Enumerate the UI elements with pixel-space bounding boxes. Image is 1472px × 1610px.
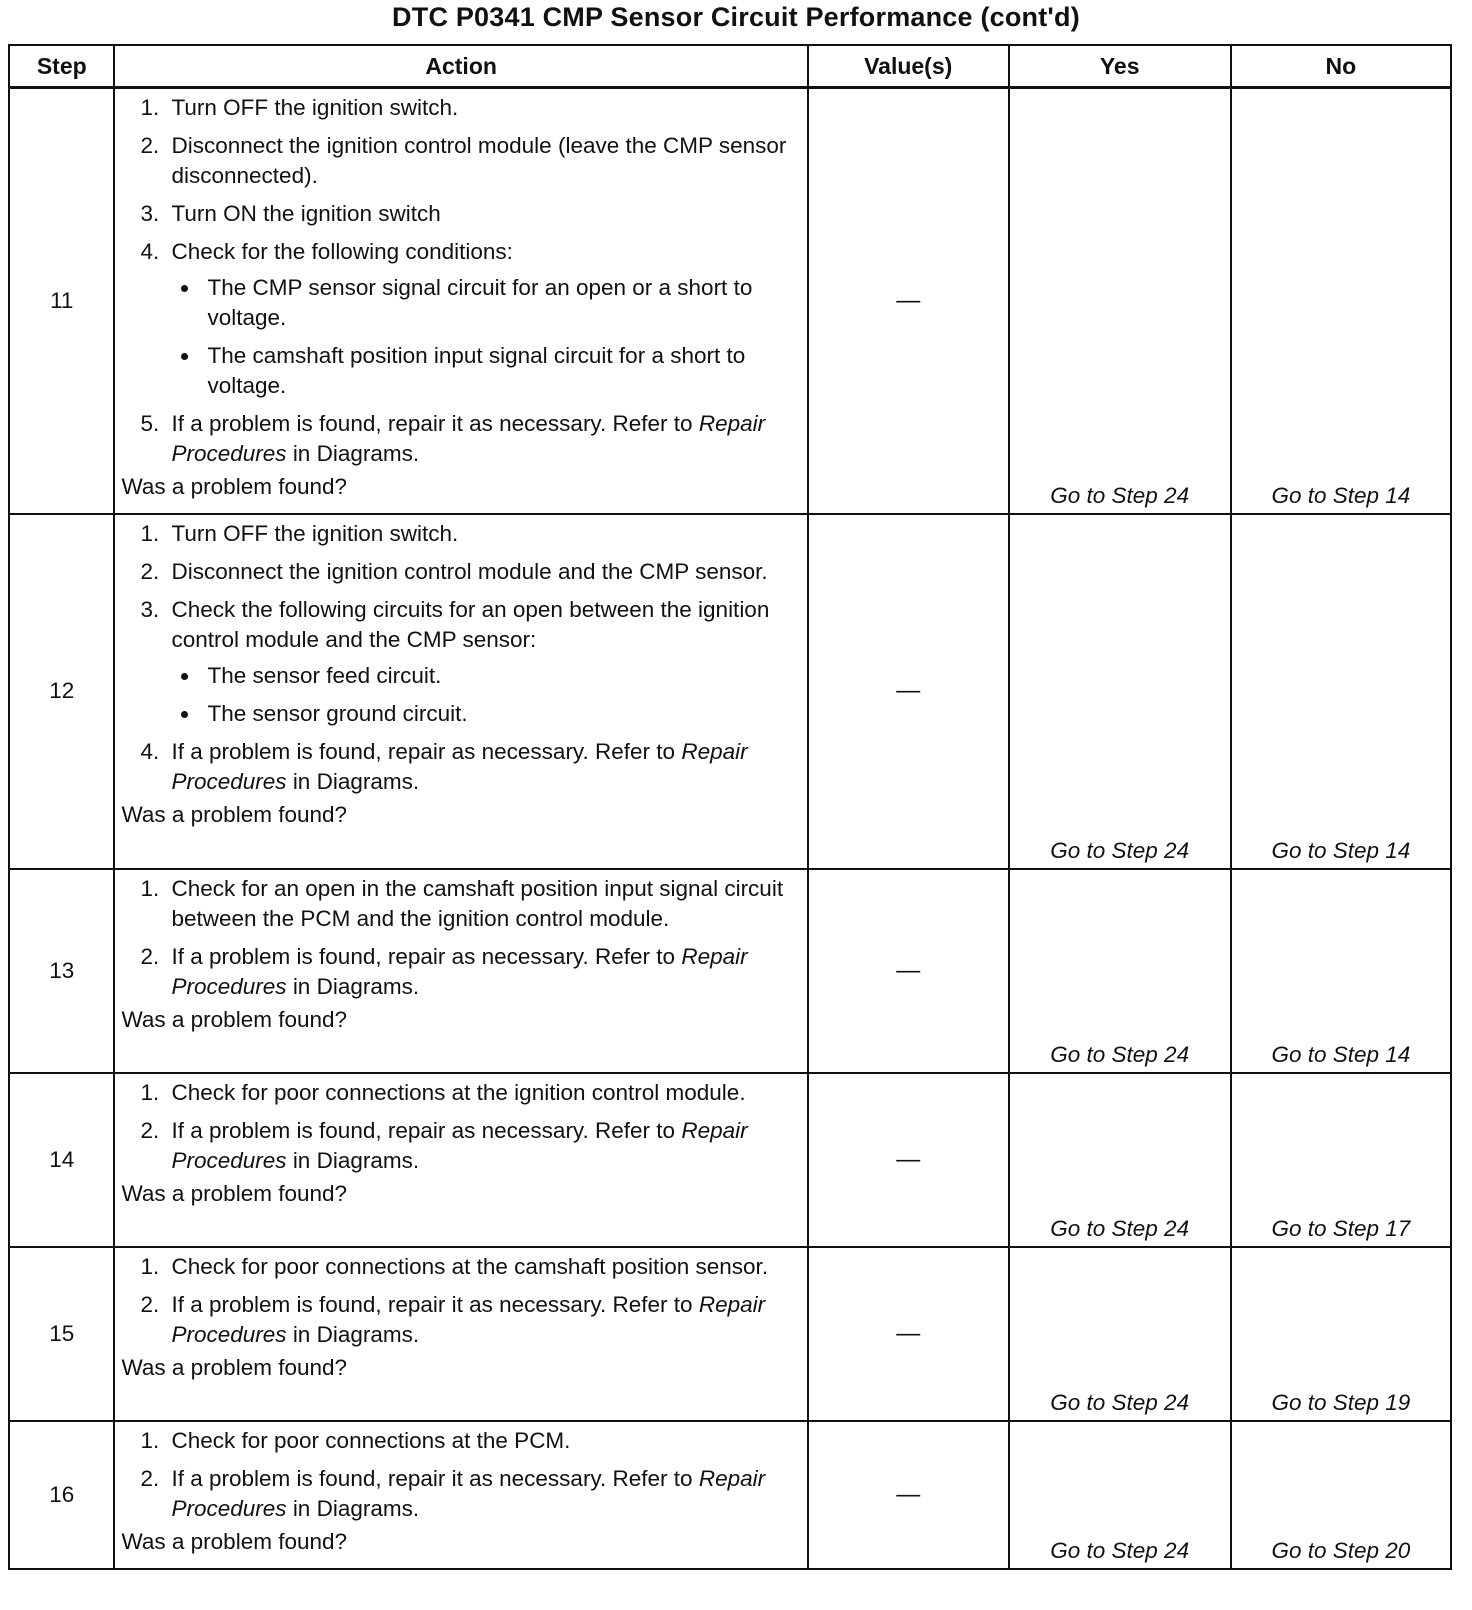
action-list (121, 1078, 800, 1176)
step-number: 14 (9, 1073, 114, 1247)
value-cell: — (808, 88, 1009, 514)
action-cell (114, 1421, 807, 1569)
yes-cell: Go to Step 24 (1009, 1421, 1231, 1569)
header-values: Value(s) (808, 45, 1009, 88)
yes-cell: Go to Step 24 (1009, 1247, 1231, 1421)
ref-tail: in Diagrams. (292, 441, 420, 466)
value-cell: — (808, 869, 1009, 1073)
bullet-item: • The CMP sensor signal circuit for an open or a short to voltage. (201, 273, 800, 333)
repair-procedures-ref: Repair Procedures (171, 943, 748, 999)
value-cell: — (808, 514, 1009, 869)
repair-procedures-ref: Repair Procedures (171, 1291, 766, 1347)
yes-cell: Go to Step 24 (1009, 869, 1231, 1073)
step-number: 15 (9, 1247, 114, 1421)
ref-tail: in Diagrams. (292, 768, 420, 794)
list-item: 3. Turn ON the ignition switch (165, 199, 800, 229)
list-item-text: If a problem is found, repair it as necessary. Refer to (171, 1465, 693, 1491)
action-cell (114, 1073, 807, 1247)
ref-tail: in Diagrams. (292, 1495, 420, 1521)
ref-tail: in Diagrams. (292, 1321, 420, 1347)
list-item (165, 1116, 800, 1176)
list-item (165, 595, 800, 729)
list-item (165, 942, 800, 1002)
question: Was a problem found? (121, 474, 348, 499)
no-cell: Go to Step 14 (1231, 869, 1451, 1073)
action-list (121, 519, 800, 797)
step-number: 13 (9, 869, 114, 1073)
list-item: 1. Check for poor connections at the ignition control module. (165, 1078, 800, 1108)
table-row (9, 514, 1451, 869)
action-list (121, 93, 800, 469)
repair-procedures-ref: Repair Procedures (171, 411, 766, 466)
list-item (165, 409, 800, 469)
bullet-item: • The sensor feed circuit. (201, 661, 800, 691)
list-item: 1. Check for poor connections at the camshaft position sensor. (165, 1252, 800, 1282)
ref-tail: in Diagrams. (292, 1147, 420, 1173)
action-cell (114, 869, 807, 1073)
list-item (165, 237, 800, 401)
list-item (165, 737, 800, 797)
page-title: DTC P0341 CMP Sensor Circuit Performance (cont'd) (392, 2, 1080, 32)
header-yes: Yes (1009, 45, 1231, 88)
value-cell: — (808, 1247, 1009, 1421)
question: Was a problem found? (121, 801, 348, 827)
yes-cell: Go to Step 24 (1009, 1073, 1231, 1247)
table-row (9, 869, 1451, 1073)
repair-procedures-ref: Repair Procedures (171, 1465, 766, 1521)
list-item-text: Check for the following conditions: (171, 239, 513, 264)
action-list (121, 1252, 800, 1350)
condition-list (171, 273, 800, 401)
header-row (9, 45, 1451, 88)
no-cell: Go to Step 20 (1231, 1421, 1451, 1569)
yes-cell: Go to Step 24 (1009, 514, 1231, 869)
list-item-text: Check the following circuits for an open between the ignition control module and the CMP sensor: (171, 596, 770, 652)
ref-tail: in Diagrams. (292, 973, 420, 999)
list-item-text: If a problem is found, repair as necessary. Refer to (171, 943, 676, 969)
list-item: 1. Turn OFF the ignition switch. (165, 93, 800, 123)
condition-list (171, 661, 800, 729)
step-number: 12 (9, 514, 114, 869)
diagnostic-table (8, 44, 1452, 1570)
bullet-item: • The camshaft position input signal circuit for a short to voltage. (201, 341, 800, 401)
list-item-text: If a problem is found, repair it as necessary. Refer to (171, 411, 693, 436)
header-no: No (1231, 45, 1451, 88)
header-action: Action (114, 45, 807, 88)
no-cell: Go to Step 14 (1231, 514, 1451, 869)
no-cell: Go to Step 17 (1231, 1073, 1451, 1247)
list-item (165, 1464, 800, 1524)
action-cell (114, 1247, 807, 1421)
list-item-text: If a problem is found, repair as necessary. Refer to (171, 738, 676, 764)
no-cell: Go to Step 19 (1231, 1247, 1451, 1421)
question: Was a problem found? (121, 1528, 348, 1554)
list-item: 2. Disconnect the ignition control module and the CMP sensor. (165, 557, 800, 587)
value-cell: — (808, 1421, 1009, 1569)
list-item-text: If a problem is found, repair it as necessary. Refer to (171, 1291, 693, 1317)
value-cell: — (808, 1073, 1009, 1247)
repair-procedures-ref: Repair Procedures (171, 1117, 748, 1173)
table-row (9, 88, 1451, 514)
action-list (121, 874, 800, 1002)
step-number: 11 (9, 88, 114, 514)
list-item-text: If a problem is found, repair as necessary. Refer to (171, 1117, 676, 1143)
header-step: Step (9, 45, 114, 88)
list-item: 1. Turn OFF the ignition switch. (165, 519, 800, 549)
action-cell (114, 514, 807, 869)
question: Was a problem found? (121, 1006, 348, 1032)
yes-cell: Go to Step 24 (1009, 88, 1231, 514)
bullet-item: • The sensor ground circuit. (201, 699, 800, 729)
repair-procedures-ref: Repair Procedures (171, 738, 748, 794)
list-item: 1. Check for an open in the camshaft position input signal circuit between the PCM and the ignition control module. (165, 874, 800, 934)
table-row (9, 1073, 1451, 1247)
action-cell (114, 88, 807, 514)
list-item: 1. Check for poor connections at the PCM. (165, 1426, 800, 1456)
table-row (9, 1247, 1451, 1421)
list-item: 2. Disconnect the ignition control module (leave the CMP sensor disconnected). (165, 131, 800, 191)
action-list (121, 1426, 800, 1524)
no-cell: Go to Step 14 (1231, 88, 1451, 514)
list-item (165, 1290, 800, 1350)
step-number: 16 (9, 1421, 114, 1569)
table-row (9, 1421, 1451, 1569)
question: Was a problem found? (121, 1180, 348, 1206)
question: Was a problem found? (121, 1354, 348, 1380)
